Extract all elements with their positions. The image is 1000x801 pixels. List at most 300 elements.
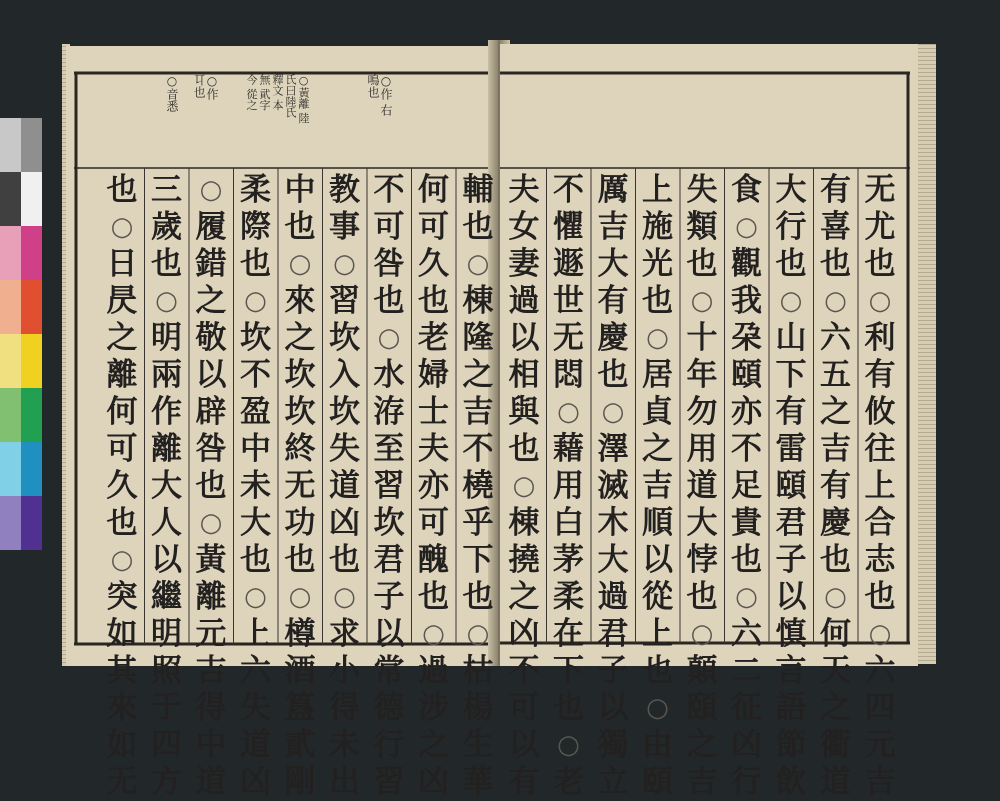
character: 簋 bbox=[284, 690, 316, 726]
color-swatch bbox=[21, 172, 42, 226]
character: 大 bbox=[775, 172, 807, 208]
character: 也 bbox=[642, 283, 673, 319]
character: 慶 bbox=[597, 320, 629, 356]
separator-circle: ○ bbox=[824, 582, 847, 612]
color-swatch bbox=[21, 334, 42, 388]
character: 也 bbox=[284, 542, 316, 578]
character: 之 bbox=[508, 579, 540, 615]
color-swatch bbox=[0, 172, 21, 226]
character: 飲 bbox=[775, 764, 807, 800]
character: 可 bbox=[418, 209, 449, 245]
character: 以 bbox=[508, 320, 540, 356]
character: 大 bbox=[686, 505, 718, 541]
left-page-column bbox=[280, 172, 320, 801]
character: 昃 bbox=[106, 283, 138, 319]
character: 其 bbox=[106, 653, 138, 689]
separator-circle: ○ bbox=[512, 471, 536, 501]
character: 子 bbox=[597, 653, 629, 689]
color-swatch bbox=[0, 388, 21, 442]
character: 也 bbox=[284, 209, 316, 245]
character: 攸 bbox=[864, 394, 896, 430]
character: 際 bbox=[240, 209, 271, 245]
character: 君 bbox=[373, 542, 405, 578]
character: 婦 bbox=[418, 357, 449, 393]
separator-circle: ○ bbox=[333, 582, 356, 612]
character: 柔 bbox=[553, 579, 584, 615]
character: 中 bbox=[240, 431, 271, 467]
character: 過 bbox=[597, 579, 629, 615]
character: 人 bbox=[151, 505, 182, 541]
right-page-column bbox=[771, 172, 811, 801]
character: 貴 bbox=[731, 505, 762, 541]
character: 中 bbox=[284, 172, 316, 208]
character: 頤 bbox=[642, 764, 673, 800]
character: 明 bbox=[151, 616, 182, 652]
character: 上 bbox=[642, 172, 673, 208]
right-page-column bbox=[816, 172, 856, 801]
character: 六 bbox=[240, 653, 271, 689]
separator-circle: ○ bbox=[333, 249, 356, 279]
character: 道 bbox=[240, 727, 271, 763]
color-swatch bbox=[21, 280, 42, 334]
left-page-column bbox=[414, 172, 454, 801]
character: 凶 bbox=[508, 616, 540, 652]
character: 天 bbox=[820, 653, 851, 689]
left-page-column bbox=[236, 172, 276, 801]
character: 之 bbox=[195, 283, 227, 319]
character: 老 bbox=[418, 320, 449, 356]
separator-circle: ○ bbox=[557, 730, 580, 760]
character: 坎 bbox=[329, 394, 360, 430]
character: 无 bbox=[284, 468, 316, 504]
character: 頤 bbox=[775, 468, 807, 504]
character: 大 bbox=[240, 505, 271, 541]
character: 夫 bbox=[508, 172, 540, 208]
character: 无 bbox=[106, 764, 138, 800]
character: 凶 bbox=[240, 764, 271, 800]
character: 也 bbox=[418, 579, 449, 615]
character: 何 bbox=[418, 172, 449, 208]
character: 慎 bbox=[775, 616, 807, 652]
character: 三 bbox=[151, 172, 182, 208]
character: 可 bbox=[508, 690, 540, 726]
character: 以 bbox=[508, 727, 540, 763]
character: 咎 bbox=[373, 246, 405, 282]
character: 錯 bbox=[195, 246, 227, 282]
separator-circle: ○ bbox=[155, 286, 178, 316]
character: 柔 bbox=[240, 172, 271, 208]
right-page-column bbox=[593, 172, 633, 801]
character: 大 bbox=[597, 542, 629, 578]
character: 坎 bbox=[373, 505, 405, 541]
character: 事 bbox=[329, 209, 360, 245]
character: 常 bbox=[373, 653, 405, 689]
color-swatch bbox=[0, 442, 21, 496]
separator-circle: ○ bbox=[244, 582, 267, 612]
separator-circle: ○ bbox=[735, 212, 758, 242]
character: 白 bbox=[553, 505, 584, 541]
character: 何 bbox=[820, 616, 851, 652]
left-page-column bbox=[369, 172, 409, 801]
character: 居 bbox=[642, 357, 673, 393]
character: 以 bbox=[642, 542, 673, 578]
character: 道 bbox=[686, 468, 718, 504]
character: 失 bbox=[329, 431, 360, 467]
character: 大 bbox=[597, 246, 629, 282]
character: 子 bbox=[775, 542, 807, 578]
character: 方 bbox=[151, 764, 182, 800]
character: 日 bbox=[106, 246, 138, 282]
character: 明 bbox=[151, 320, 182, 356]
character: 中 bbox=[195, 727, 227, 763]
character: 入 bbox=[329, 357, 360, 393]
character: 懼 bbox=[553, 209, 584, 245]
character: 剛 bbox=[284, 764, 316, 800]
character: 尤 bbox=[864, 209, 896, 245]
character: 行 bbox=[731, 764, 762, 800]
character: 小 bbox=[329, 653, 360, 689]
character: 士 bbox=[418, 394, 449, 430]
right-page-column bbox=[682, 172, 722, 801]
character: 過 bbox=[508, 283, 540, 319]
character: 六 bbox=[731, 616, 762, 652]
color-calibration-card bbox=[0, 118, 42, 604]
character: 二 bbox=[731, 653, 762, 689]
character: 突 bbox=[106, 579, 138, 615]
character: 之 bbox=[820, 394, 851, 430]
separator-circle: ○ bbox=[377, 323, 401, 353]
separator-circle: ○ bbox=[288, 582, 312, 612]
left-page-column bbox=[147, 172, 187, 801]
character: 也 bbox=[151, 246, 182, 282]
character: 輔 bbox=[462, 172, 494, 208]
character: 之 bbox=[462, 357, 494, 393]
character: 也 bbox=[195, 468, 227, 504]
character: 以 bbox=[775, 579, 807, 615]
separator-circle: ○ bbox=[868, 286, 892, 316]
character: 歲 bbox=[151, 209, 182, 245]
character: 六 bbox=[864, 653, 896, 689]
character: 凶 bbox=[418, 764, 449, 800]
character: 大 bbox=[151, 468, 182, 504]
character: 也 bbox=[462, 579, 494, 615]
character: 未 bbox=[329, 727, 360, 763]
character: 用 bbox=[553, 468, 584, 504]
character: 道 bbox=[195, 764, 227, 800]
separator-circle: ○ bbox=[288, 249, 312, 279]
separator-circle: ○ bbox=[199, 175, 223, 205]
character: 也 bbox=[373, 283, 405, 319]
character: 澤 bbox=[597, 431, 629, 467]
character: 獨 bbox=[597, 727, 629, 763]
character: 失 bbox=[240, 690, 271, 726]
character: 吉 bbox=[195, 653, 227, 689]
character: 水 bbox=[373, 357, 405, 393]
character: 過 bbox=[418, 653, 449, 689]
character: 有 bbox=[508, 764, 540, 800]
character: 茅 bbox=[553, 542, 584, 578]
separator-circle: ○ bbox=[422, 619, 445, 649]
character: 无 bbox=[553, 320, 584, 356]
character: 履 bbox=[195, 209, 227, 245]
character: 亦 bbox=[731, 394, 762, 430]
character: 四 bbox=[864, 690, 896, 726]
character: 子 bbox=[373, 579, 405, 615]
character: 之 bbox=[642, 431, 673, 467]
character: 盈 bbox=[240, 394, 271, 430]
character: 滅 bbox=[597, 468, 629, 504]
character: 厲 bbox=[597, 172, 629, 208]
character: 也 bbox=[240, 542, 271, 578]
character: 順 bbox=[642, 505, 673, 541]
character: 立 bbox=[597, 764, 629, 800]
character: 道 bbox=[820, 764, 851, 800]
separator-circle: ○ bbox=[735, 582, 758, 612]
character: 何 bbox=[106, 394, 138, 430]
character: 也 bbox=[329, 542, 360, 578]
character: 夫 bbox=[418, 431, 449, 467]
color-swatch bbox=[0, 226, 21, 280]
right-page-column bbox=[638, 172, 678, 801]
headnote-4: ○作 右鳴也 bbox=[366, 74, 393, 116]
character: 來 bbox=[284, 283, 316, 319]
character: 也 bbox=[731, 542, 762, 578]
character: 兩 bbox=[151, 357, 182, 393]
character: 吉 bbox=[462, 394, 494, 430]
character: 酒 bbox=[284, 653, 316, 689]
character: 也 bbox=[418, 283, 449, 319]
color-swatch bbox=[21, 118, 42, 172]
character: 女 bbox=[508, 209, 540, 245]
character: 往 bbox=[864, 431, 896, 467]
character: 也 bbox=[597, 357, 629, 393]
character: 如 bbox=[106, 616, 138, 652]
character: 也 bbox=[642, 653, 673, 689]
character: 五 bbox=[820, 357, 851, 393]
character: 與 bbox=[508, 394, 540, 430]
character: 无 bbox=[864, 172, 896, 208]
character: 妻 bbox=[508, 246, 540, 282]
character: 也 bbox=[686, 579, 718, 615]
character: 以 bbox=[373, 616, 405, 652]
separator-circle: ○ bbox=[868, 619, 892, 649]
character: 涉 bbox=[418, 690, 449, 726]
separator-circle: ○ bbox=[690, 286, 714, 316]
character: 也 bbox=[106, 505, 138, 541]
character: 未 bbox=[240, 468, 271, 504]
character: 咎 bbox=[195, 431, 227, 467]
character: 不 bbox=[462, 431, 494, 467]
character: 行 bbox=[373, 727, 405, 763]
character: 有 bbox=[820, 172, 851, 208]
character: 元 bbox=[864, 727, 896, 763]
character: 有 bbox=[775, 394, 807, 430]
character: 朶 bbox=[731, 320, 762, 356]
character: 也 bbox=[820, 246, 851, 282]
character: 習 bbox=[373, 468, 405, 504]
character: 來 bbox=[106, 690, 138, 726]
character: 習 bbox=[373, 764, 405, 800]
color-swatch bbox=[0, 118, 21, 172]
character: 觀 bbox=[731, 246, 762, 282]
character: 洊 bbox=[373, 394, 405, 430]
character: 頤 bbox=[686, 690, 718, 726]
character: 言 bbox=[775, 653, 807, 689]
character: 吉 bbox=[686, 764, 718, 800]
character: 至 bbox=[373, 431, 405, 467]
character: 出 bbox=[329, 764, 360, 800]
separator-circle: ○ bbox=[646, 693, 669, 723]
character: 坎 bbox=[284, 394, 316, 430]
separator-circle: ○ bbox=[601, 397, 625, 427]
character: 之 bbox=[418, 727, 449, 763]
character: 有 bbox=[597, 283, 629, 319]
character: 可 bbox=[418, 505, 449, 541]
color-swatch bbox=[21, 442, 42, 496]
character: 失 bbox=[686, 172, 718, 208]
character: 吉 bbox=[642, 468, 673, 504]
character: 足 bbox=[731, 468, 762, 504]
character: 悖 bbox=[686, 542, 718, 578]
character: 凶 bbox=[731, 727, 762, 763]
character: 不 bbox=[553, 172, 584, 208]
character: 棟 bbox=[508, 505, 540, 541]
character: 志 bbox=[864, 542, 896, 578]
character: 勿 bbox=[686, 394, 718, 430]
character: 顛 bbox=[686, 653, 718, 689]
character: 不 bbox=[240, 357, 271, 393]
character: 坎 bbox=[284, 357, 316, 393]
character: 也 bbox=[820, 542, 851, 578]
character: 之 bbox=[686, 727, 718, 763]
character: 也 bbox=[553, 690, 584, 726]
separator-circle: ○ bbox=[466, 249, 490, 279]
separator-circle: ○ bbox=[779, 286, 803, 316]
character: 繼 bbox=[151, 579, 182, 615]
color-swatch bbox=[21, 388, 42, 442]
character: 坎 bbox=[240, 320, 271, 356]
character: 得 bbox=[195, 690, 227, 726]
separator-circle: ○ bbox=[690, 619, 714, 649]
character: 下 bbox=[775, 357, 807, 393]
character: 也 bbox=[462, 209, 494, 245]
character: 君 bbox=[775, 505, 807, 541]
character: 楊 bbox=[462, 690, 494, 726]
character: 隆 bbox=[462, 320, 494, 356]
character: 乎 bbox=[462, 505, 494, 541]
color-swatch bbox=[21, 226, 42, 280]
color-swatch bbox=[0, 496, 21, 550]
character: 有 bbox=[820, 468, 851, 504]
separator-circle: ○ bbox=[110, 212, 134, 242]
separator-circle: ○ bbox=[466, 619, 490, 649]
character: 道 bbox=[329, 468, 360, 504]
headnote-3: ○黃離 陸氏曰陸氏 釋文 本 無 貮字 今 從之 bbox=[245, 74, 310, 124]
character: 黃 bbox=[195, 542, 227, 578]
character: 我 bbox=[731, 283, 762, 319]
character: 六 bbox=[820, 320, 851, 356]
character: 征 bbox=[731, 690, 762, 726]
separator-circle: ○ bbox=[824, 286, 847, 316]
character: 德 bbox=[373, 690, 405, 726]
character: 不 bbox=[731, 431, 762, 467]
character: 不 bbox=[508, 653, 540, 689]
color-swatch bbox=[0, 334, 21, 388]
character: 坎 bbox=[329, 320, 360, 356]
character: 貞 bbox=[642, 394, 673, 430]
character: 可 bbox=[373, 209, 405, 245]
character: 施 bbox=[642, 209, 673, 245]
character: 教 bbox=[329, 172, 360, 208]
character: 辟 bbox=[195, 394, 227, 430]
character: 喜 bbox=[820, 209, 851, 245]
character: 頤 bbox=[731, 357, 762, 393]
character: 照 bbox=[151, 653, 182, 689]
character: 雷 bbox=[775, 431, 807, 467]
character: 習 bbox=[329, 283, 360, 319]
character: 也 bbox=[864, 579, 896, 615]
character: 君 bbox=[597, 616, 629, 652]
character: 年 bbox=[686, 357, 718, 393]
character: 也 bbox=[106, 172, 138, 208]
character: 也 bbox=[686, 246, 718, 282]
character: 亦 bbox=[418, 468, 449, 504]
character: 離 bbox=[106, 357, 138, 393]
character: 樽 bbox=[284, 616, 316, 652]
character: 用 bbox=[686, 431, 718, 467]
character: 之 bbox=[106, 320, 138, 356]
character: 橈 bbox=[462, 468, 494, 504]
color-swatch bbox=[0, 280, 21, 334]
character: 衢 bbox=[820, 727, 851, 763]
character: 之 bbox=[820, 690, 851, 726]
character: 語 bbox=[775, 690, 807, 726]
character: 得 bbox=[329, 690, 360, 726]
character: 醜 bbox=[418, 542, 449, 578]
character: 十 bbox=[686, 320, 718, 356]
character: 四 bbox=[151, 727, 182, 763]
character: 也 bbox=[775, 246, 807, 282]
character: 棟 bbox=[462, 283, 494, 319]
character: 如 bbox=[106, 727, 138, 763]
separator-circle: ○ bbox=[646, 323, 669, 353]
separator-circle: ○ bbox=[557, 397, 580, 427]
character: 作 bbox=[151, 394, 182, 430]
character: 吉 bbox=[597, 209, 629, 245]
character: 相 bbox=[508, 357, 540, 393]
character: 于 bbox=[151, 690, 182, 726]
separator-circle: ○ bbox=[244, 286, 267, 316]
character: 悶 bbox=[553, 357, 584, 393]
character: 也 bbox=[864, 246, 896, 282]
character: 可 bbox=[106, 431, 138, 467]
character: 下 bbox=[462, 542, 494, 578]
right-page-column bbox=[504, 172, 544, 801]
character: 凶 bbox=[329, 505, 360, 541]
character: 利 bbox=[864, 320, 896, 356]
character: 以 bbox=[195, 357, 227, 393]
character: 上 bbox=[240, 616, 271, 652]
character: 久 bbox=[106, 468, 138, 504]
character: 離 bbox=[195, 579, 227, 615]
character: 撓 bbox=[508, 542, 540, 578]
separator-circle: ○ bbox=[199, 508, 223, 538]
character: 枯 bbox=[462, 653, 494, 689]
left-page-column bbox=[325, 172, 365, 801]
character: 合 bbox=[864, 505, 896, 541]
character: 行 bbox=[775, 209, 807, 245]
character: 以 bbox=[151, 542, 182, 578]
